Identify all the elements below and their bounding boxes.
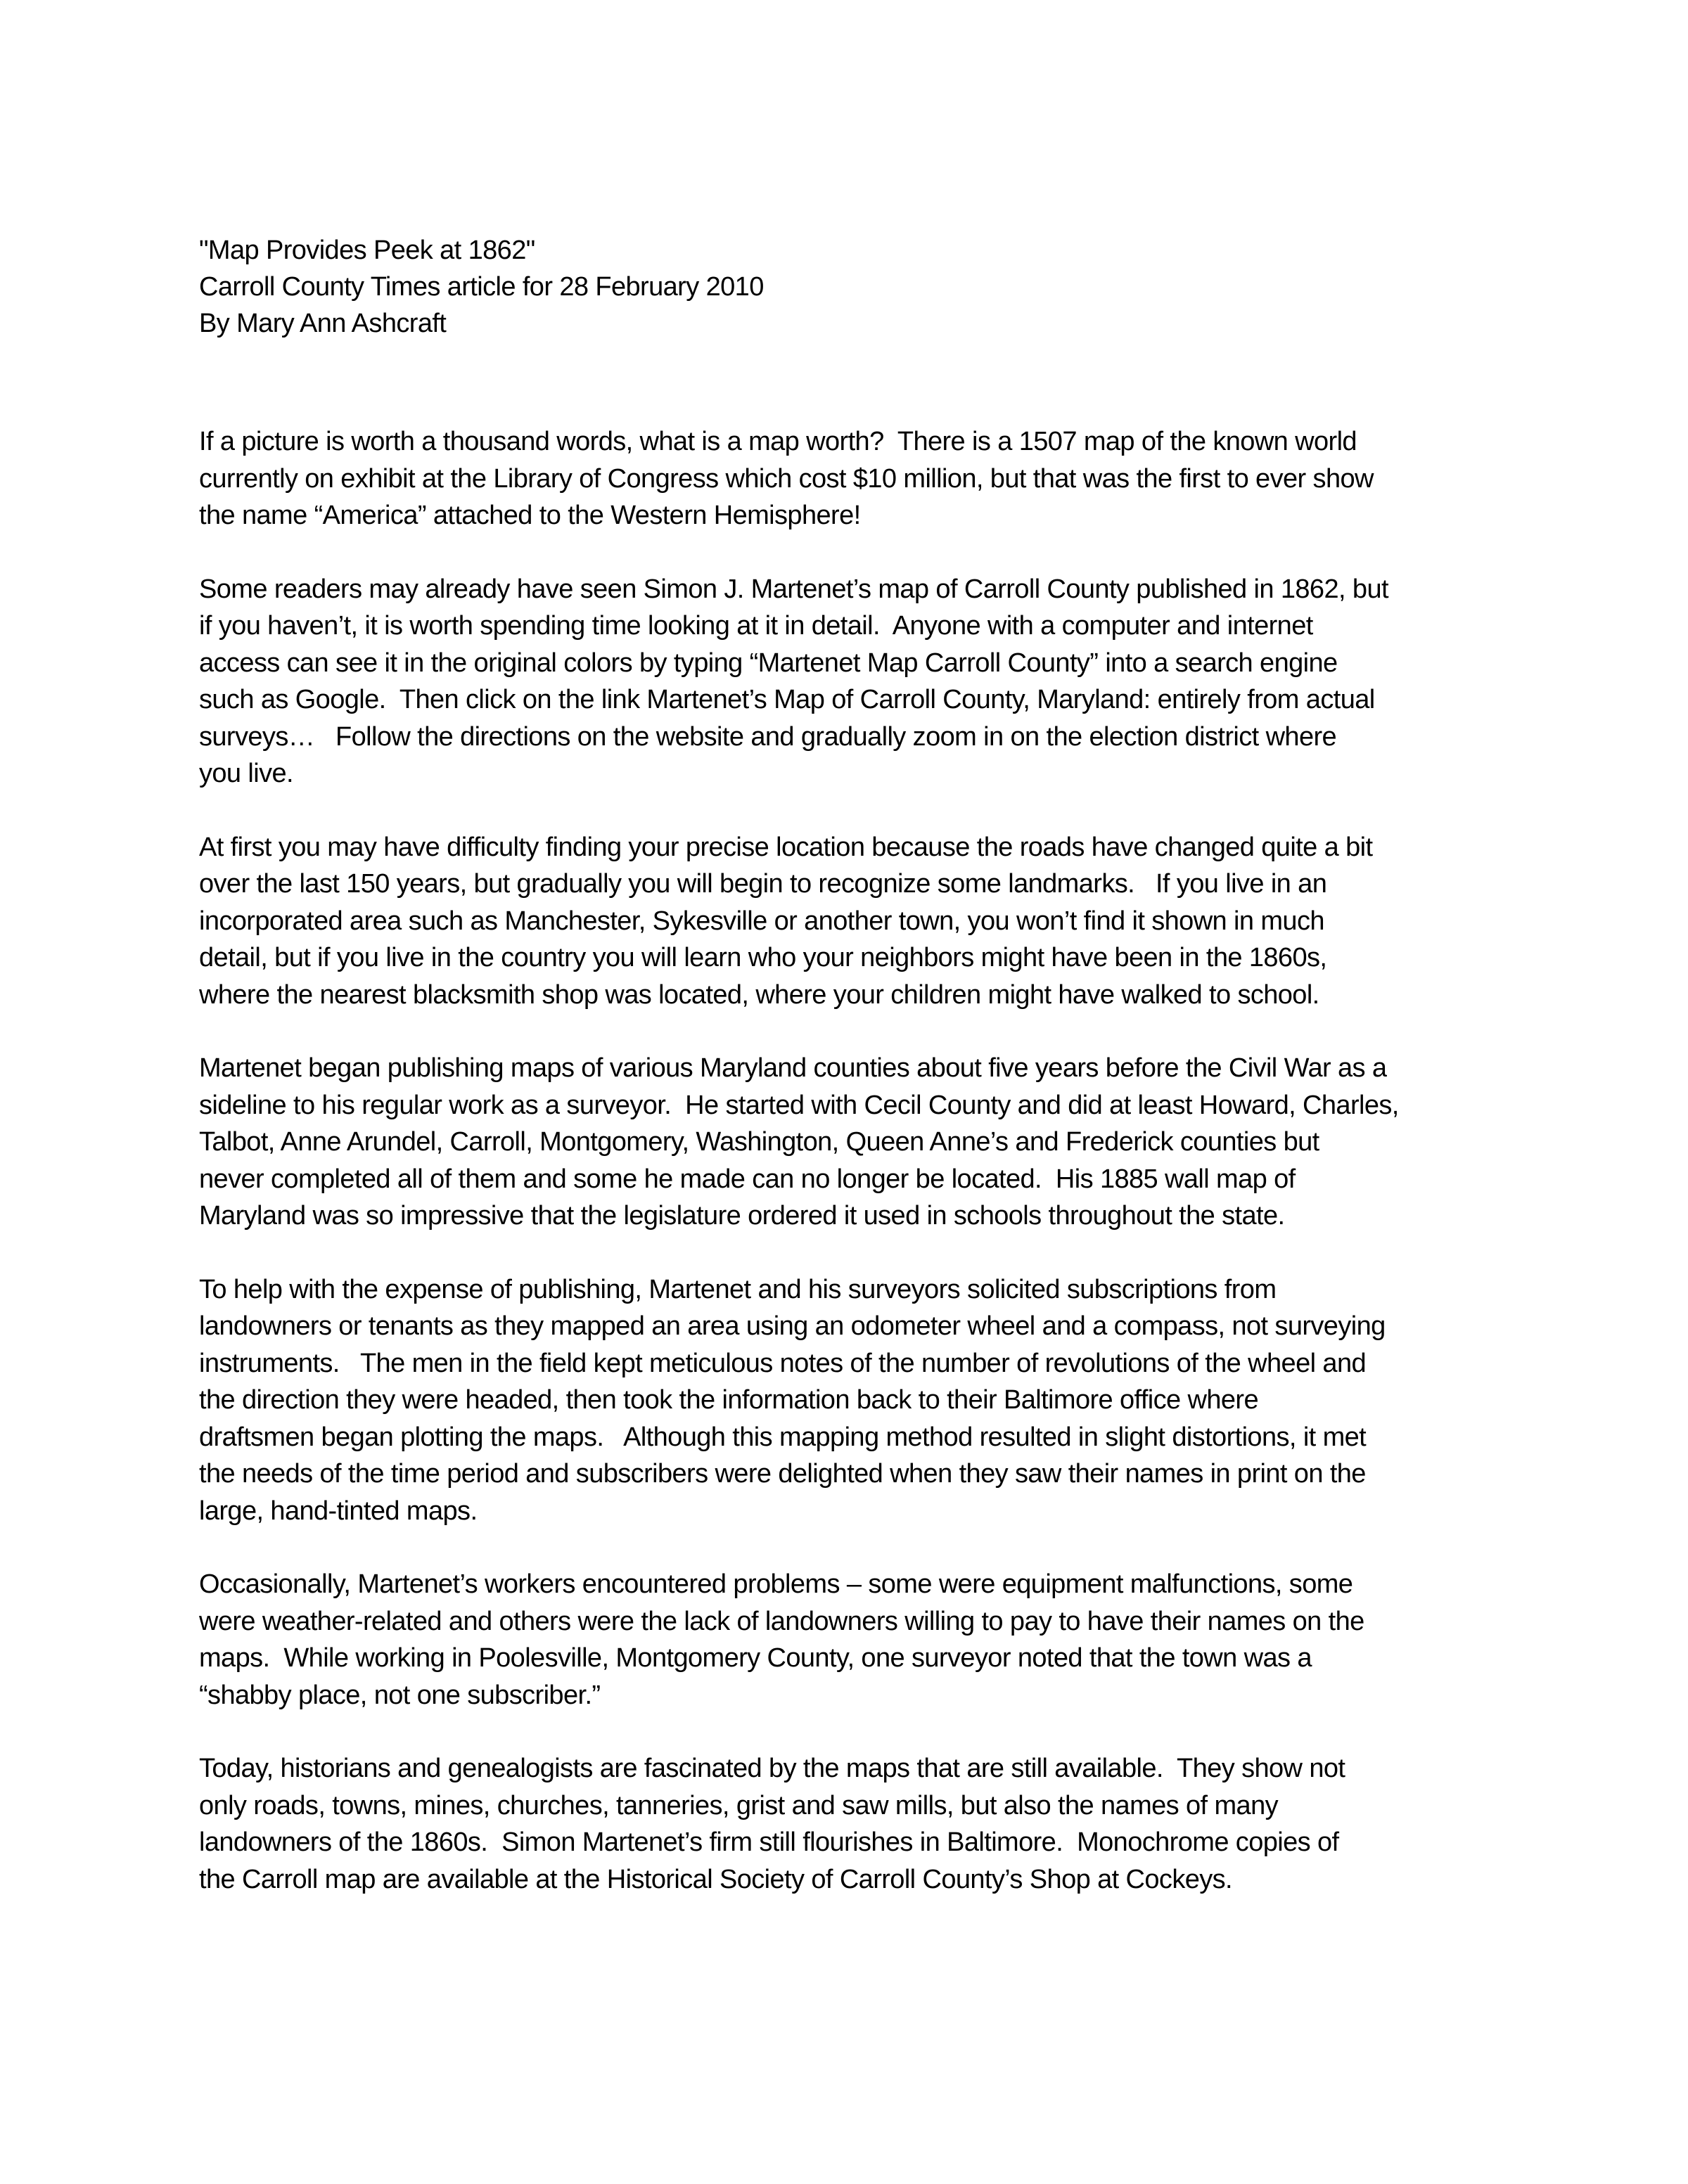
text-line: where the nearest blacksmith shop was located, where your children might have walked to school. [199, 979, 1319, 1010]
text-line: you live. [199, 759, 294, 788]
text-line: To help with the expense of publishing, Martenet and his surveyors solicited subscriptions from [199, 1274, 1277, 1304]
paragraph-6 [199, 1566, 1514, 1714]
text-line: If a picture is worth a thousand words, what is a map worth? There is a 1507 map of the known world [199, 427, 1357, 456]
text-line: landowners or tenants as they mapped an area using an odometer wheel and a compass, not surveying [199, 1311, 1386, 1341]
text-line: detail, but if you live in the country you will learn who your neighbors might have been in the 1860s, [199, 943, 1327, 972]
text-line: instruments. The men in the field kept meticulous notes of the number of revolutions of the wheel and [199, 1348, 1367, 1378]
text-line: Occasionally, Martenet’s workers encountered problems – some were equipment malfunctions, some [199, 1569, 1353, 1599]
paragraph-7 [199, 1750, 1514, 1898]
text-line: Some readers may already have seen Simon J. Martenet’s map of Carroll County published in 1862, but [199, 574, 1388, 604]
text-line: the needs of the time period and subscribers were delighted when they saw their names in print on the [199, 1459, 1366, 1489]
text-line: never completed all of them and some he made can no longer be located. His 1885 wall map of [199, 1164, 1296, 1194]
text-line: access can see it in the original colors by typing “Martenet Map Carroll County” into a search engine [199, 648, 1338, 678]
paragraph-2 [199, 571, 1514, 792]
article-title: "Map Provides Peek at 1862" [199, 236, 535, 265]
text-line: over the last 150 years, but gradually you will begin to recognize some landmarks. If you live in an [199, 869, 1327, 899]
text-line: surveys… Follow the directions on the website and gradually zoom in on the election district where [199, 721, 1337, 752]
paragraph-1 [199, 423, 1514, 534]
document-page [199, 232, 1514, 1934]
paragraph-4 [199, 1050, 1514, 1235]
article-header [199, 232, 1514, 342]
text-line: Talbot, Anne Arundel, Carroll, Montgomery, Washington, Queen Anne’s and Frederick counties but [199, 1127, 1319, 1157]
text-line: Today, historians and genealogists are fascinated by the maps that are still available. They show not [199, 1754, 1345, 1783]
text-line: if you haven’t, it is worth spending time looking at it in detail. Anyone with a computer and internet [199, 611, 1313, 641]
text-line: sideline to his regular work as a surveyor. He started with Cecil County and did at least Howard, Charles, [199, 1090, 1399, 1120]
publication-line: Carroll County Times article for 28 February 2010 [199, 272, 764, 302]
text-line: incorporated area such as Manchester, Sykesville or another town, you won’t find it shown in much [199, 906, 1324, 936]
text-line: maps. While working in Poolesville, Montgomery County, one surveyor noted that the town was a [199, 1643, 1312, 1673]
text-line: only roads, towns, mines, churches, tanneries, grist and saw mills, but also the names of many [199, 1790, 1278, 1820]
text-line: landowners of the 1860s. Simon Martenet’s firm still flourishes in Baltimore. Monochrome copies of [199, 1828, 1339, 1857]
text-line: currently on exhibit at the Library of Congress which cost $10 million, but that was the first to ever show [199, 463, 1374, 494]
text-line: such as Google. Then click on the link Martenet’s Map of Carroll County, Maryland: entirely from actual [199, 685, 1375, 714]
paragraph-3 [199, 829, 1514, 1014]
text-line: Martenet began publishing maps of various Maryland counties about five years before the Civil War as a [199, 1053, 1387, 1083]
text-line: were weather-related and others were the lack of landowners willing to pay to have their names on the [199, 1606, 1364, 1636]
byline: By Mary Ann Ashcraft [199, 309, 447, 338]
text-line: At first you may have difficulty finding your precise location because the roads have changed quite a bit [199, 832, 1373, 862]
text-line: the name “America” attached to the Western Hemisphere! [199, 501, 861, 530]
text-line: the Carroll map are available at the Historical Society of Carroll County’s Shop at Cockeys. [199, 1864, 1233, 1894]
text-line: large, hand-tinted maps. [199, 1496, 478, 1526]
text-line: Maryland was so impressive that the legislature ordered it used in schools throughout the state. [199, 1201, 1285, 1231]
text-line: draftsmen began plotting the maps. Although this mapping method resulted in slight distortions, it met [199, 1422, 1367, 1452]
text-line: “shabby place, not one subscriber.” [199, 1680, 601, 1710]
text-line: the direction they were headed, then took the information back to their Baltimore office where [199, 1385, 1259, 1415]
paragraph-5 [199, 1271, 1514, 1530]
